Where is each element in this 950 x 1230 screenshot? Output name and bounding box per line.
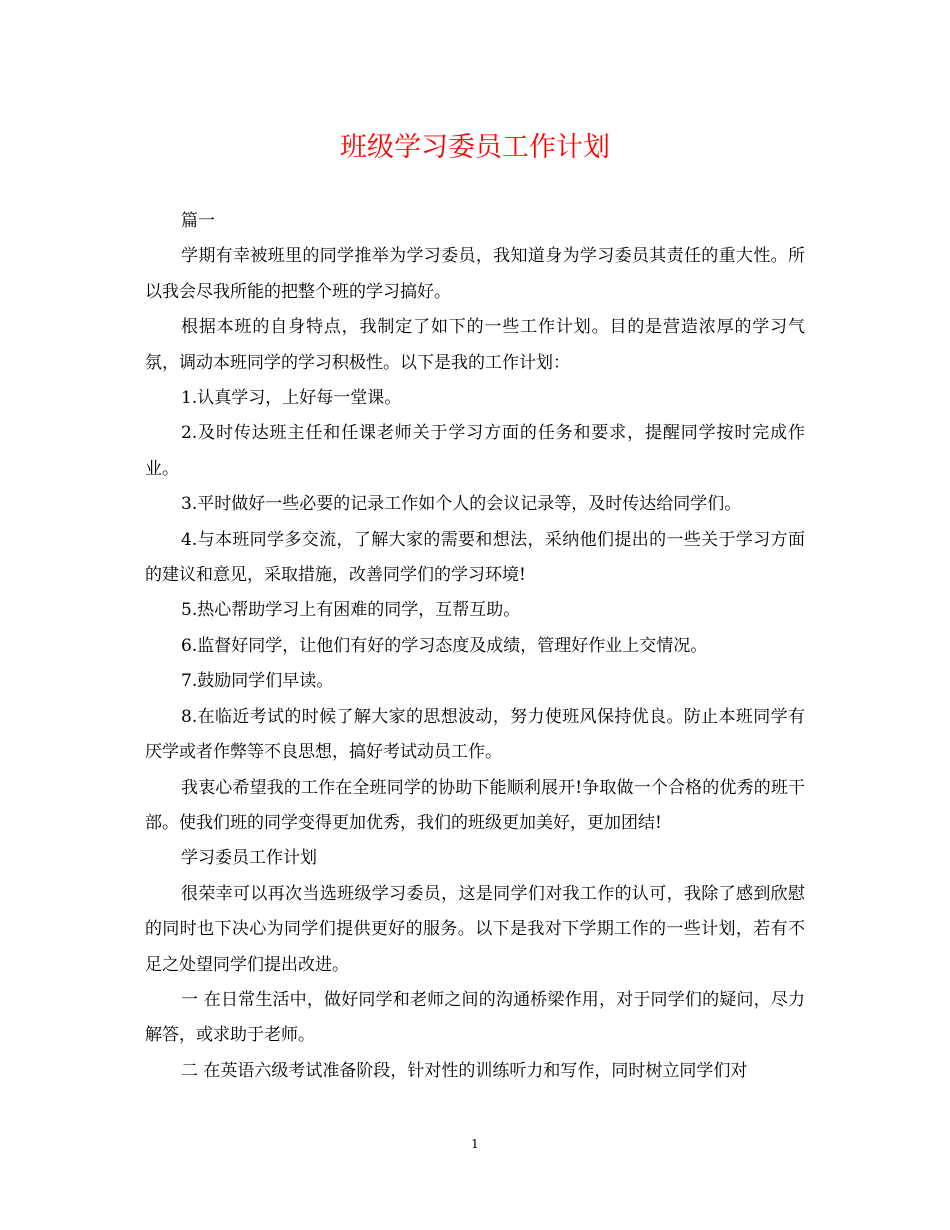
document-body (145, 204, 805, 1089)
paragraph: 根据本班的自身特点，我制定了如下的一些工作计划。目的是营造浓厚的学习气氛，调动本班同学的学习积极性。以下是我的工作计划： (145, 317, 805, 373)
list-item-1: 1.认真学习，上好每一堂课。 (181, 388, 402, 409)
paragraph: 二 在英语六级考试准备阶段，针对性的训练听力和写作，同时树立同学们对 (181, 1060, 748, 1081)
list-item-6: 6.监督好同学，让他们有好的学习态度及成绩，管理好作业上交情况。 (181, 635, 708, 656)
list-item-4: 4.与本班同学多交流，了解大家的需要和想法，采纳他们提出的一些关于学习方面的建议和意见，采取措施，改善同学们的学习环境! (145, 529, 805, 586)
list-item-5: 5.热心帮助学习上有困难的同学，互帮互助。 (181, 600, 521, 621)
paragraph: 很荣幸可以再次当选班级学习委员，这是同学们对我工作的认可，我除了感到欣慰的同时也下决心为同学们提供更好的服务。以下是我对下学期工作的一些计划，若有不足之处望同学们提出改进。 (145, 883, 805, 975)
list-item-7: 7.鼓励同学们早读。 (181, 671, 334, 692)
paragraph: 我衷心希望我的工作在全班同学的协助下能顺利展开!争取做一个合格的优秀的班干部。使我们班的同学变得更加优秀，我们的班级更加美好，更加团结! (145, 777, 805, 833)
paragraph: 一 在日常生活中，做好同学和老师之间的沟通桥梁作用，对于同学们的疑问，尽力解答，或求助于老师。 (145, 989, 805, 1046)
list-item-8: 8.在临近考试的时候了解大家的思想波动，努力使班风保持优良。防止本班同学有厌学或者作弊等不良思想，搞好考试动员工作。 (145, 706, 805, 763)
paragraph: 学期有幸被班里的同学推举为学习委员，我知道身为学习委员其责任的重大性。所以我会尽我所能的把整个班的学习搞好。 (145, 246, 805, 302)
list-item-3: 3.平时做好一些必要的记录工作如个人的会议记录等，及时传达给同学们。 (181, 494, 742, 515)
page-number: 1 (471, 1137, 479, 1151)
list-item-2: 2.及时传达班主任和任课老师关于学习方面的任务和要求，提醒同学按时完成作业。 (145, 423, 805, 479)
paragraph-section-heading-2: 学习委员工作计划 (181, 848, 317, 869)
document-title: 班级学习委员工作计划 (340, 132, 610, 163)
paragraph-section-heading-1: 篇一 (181, 211, 215, 231)
